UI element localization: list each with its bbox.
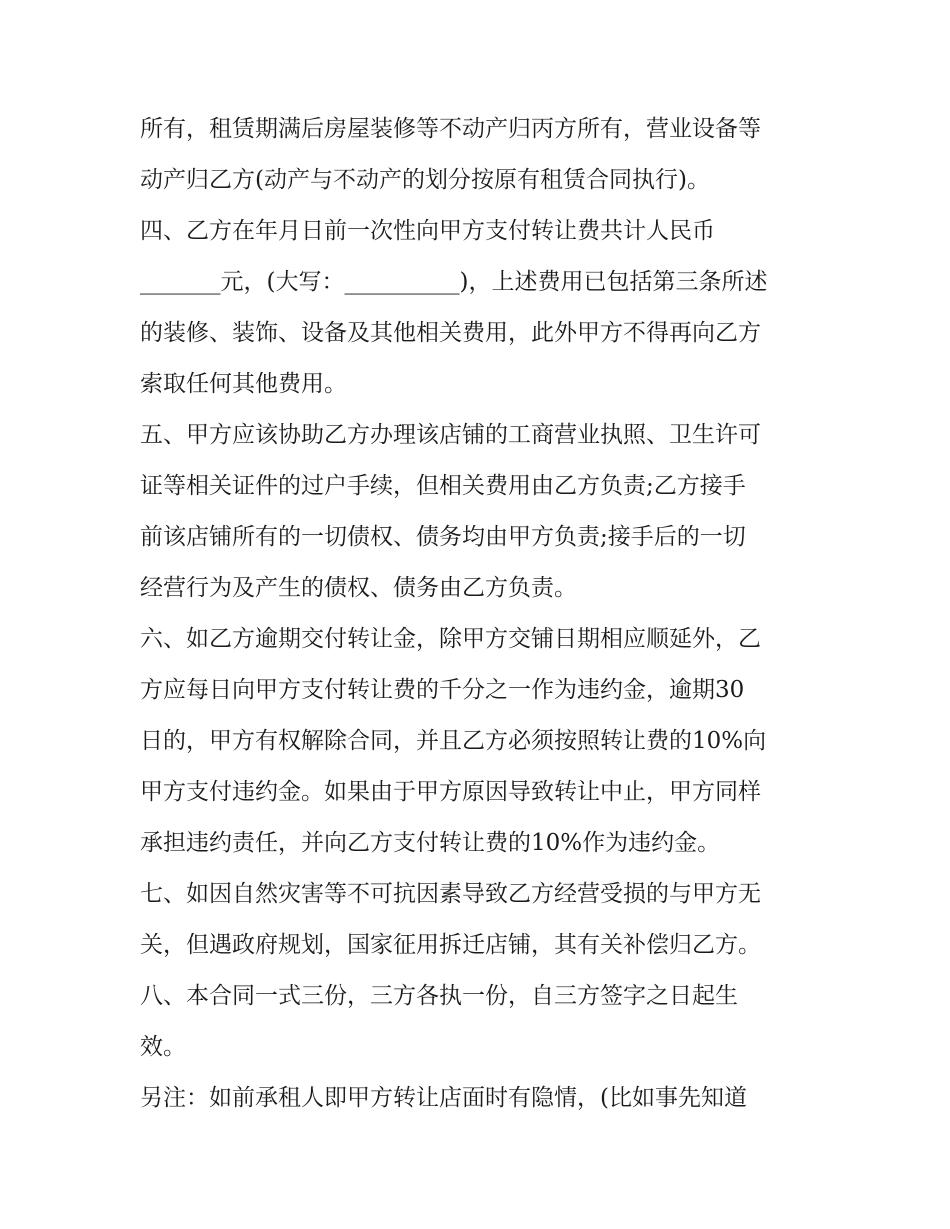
text-line: 关，但遇政府规划，国家征用拆迁店铺，其有关补偿归乙方。 bbox=[140, 932, 761, 958]
text-line: 四、乙方在年月日前一次性向甲方支付转让费共计人民币 bbox=[140, 218, 715, 244]
contract-body-text bbox=[140, 104, 820, 1124]
text-line: 的装修、装饰、设备及其他相关费用，此外甲方不得再向乙方 bbox=[140, 320, 761, 346]
text-line: _______元，(大写：__________)，上述费用已包括第三条所述 bbox=[140, 269, 768, 295]
text-line: 索取任何其他费用。 bbox=[140, 371, 347, 397]
text-line: 效。 bbox=[140, 1034, 186, 1060]
text-line: 六、如乙方逾期交付转让金，除甲方交铺日期相应顺延外，乙 bbox=[140, 626, 761, 652]
text-line: 另注：如前承租人即甲方转让店面时有隐情，(比如事先知道 bbox=[140, 1085, 747, 1111]
text-line: 甲方支付违约金。如果由于甲方原因导致转让中止，甲方同样 bbox=[140, 779, 761, 805]
text-line: 动产归乙方(动产与不动产的划分按原有租赁合同执行)。 bbox=[140, 167, 710, 193]
text-line: 承担违约责任，并向乙方支付转让费的10%作为违约金。 bbox=[140, 830, 721, 856]
text-line: 证等相关证件的过户手续，但相关费用由乙方负责;乙方接手 bbox=[140, 473, 746, 499]
text-line: 八、本合同一式三份，三方各执一份，自三方签字之日起生 bbox=[140, 983, 738, 1009]
text-line: 七、如因自然灾害等不可抗因素导致乙方经营受损的与甲方无 bbox=[140, 881, 761, 907]
text-line: 所有，租赁期满后房屋装修等不动产归丙方所有，营业设备等 bbox=[140, 116, 761, 142]
text-line: 五、甲方应该协助乙方办理该店铺的工商营业执照、卫生许可 bbox=[140, 422, 761, 448]
text-line: 方应每日向甲方支付转让费的千分之一作为违约金，逾期30 bbox=[140, 677, 745, 703]
text-line: 日的，甲方有权解除合同，并且乙方必须按照转让费的10%向 bbox=[140, 728, 767, 754]
text-line: 经营行为及产生的债权、债务由乙方负责。 bbox=[140, 575, 577, 601]
text-line: 前该店铺所有的一切债权、债务均由甲方负责;接手后的一切 bbox=[140, 524, 746, 550]
